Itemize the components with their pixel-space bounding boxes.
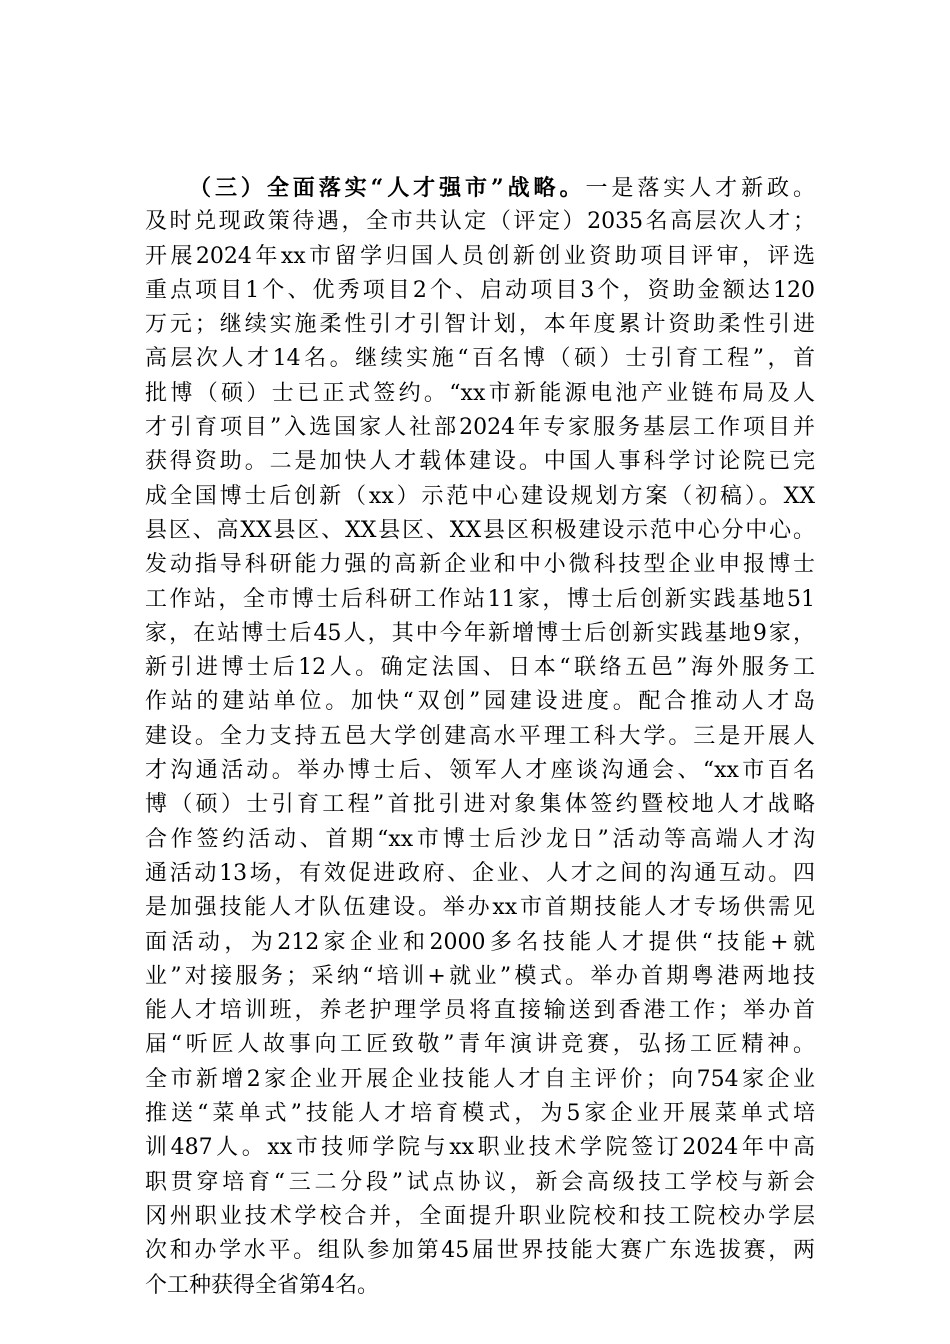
text-line: 发动指导科研能力强的高新企业和中小微科技型企业申报博士: [145, 552, 815, 578]
text-line: 获得资助。二是加快人才载体建设。中国人事科学讨论院已完: [145, 449, 815, 475]
text-line: 成全国博士后创新（xx）示范中心建设规划方案（初稿）。XX: [145, 483, 815, 509]
text-line: 能人才培训班，养老护理学员将直接输送到香港工作；举办首: [145, 998, 815, 1024]
text-line: 面活动，为212家企业和2000多名技能人才提供“技能+就: [145, 929, 815, 955]
paragraph-first-line: [145, 171, 815, 205]
text-line: 合作签约活动、首期“xx市博士后沙龙日”活动等高端人才沟: [145, 826, 815, 852]
body-paragraph: [145, 171, 815, 1303]
text-line-last: 个工种获得全省第4名。: [145, 1272, 379, 1298]
text-line: 及时兑现政策待遇，全市共认定（评定）2035名高层次人才；: [145, 209, 815, 235]
first-line-text: 一是落实人才新政。: [585, 176, 815, 201]
text-line: 万元；继续实施柔性引才引智计划，本年度累计资助柔性引进: [145, 312, 815, 338]
text-line: 开展2024年xx市留学归国人员创新创业资助项目评审，评选: [145, 243, 815, 269]
text-line: 批博（硕）士已正式签约。“xx市新能源电池产业链布局及人: [145, 380, 815, 406]
text-line: 建设。全力支持五邑大学创建高水平理工科大学。三是开展人: [145, 723, 815, 749]
text-line: 职贯穿培育“三二分段”试点协议，新会高级技工学校与新会: [145, 1169, 815, 1195]
text-line: 次和办学水平。组队参加第45届世界技能大赛广东选拔赛，两: [145, 1238, 815, 1264]
text-line: 作站的建站单位。加快“双创”园建设进度。配合推动人才岛: [145, 689, 815, 715]
text-line: 新引进博士后12人。确定法国、日本“联络五邑”海外服务工: [145, 655, 815, 681]
text-line: 县区、高XX县区、XX县区、XX县区积极建设示范中心分中心。: [145, 517, 815, 543]
text-line: 届“听匠人故事向工匠致敬”青年演讲竞赛，弘扬工匠精神。: [145, 1032, 815, 1058]
text-line: 高层次人才14名。继续实施“百名博（硕）士引育工程”，首: [145, 346, 815, 372]
text-line: 通活动13场，有效促进政府、企业、人才之间的沟通互动。四: [145, 860, 815, 886]
text-line: 才沟通活动。举办博士后、领军人才座谈沟通会、“xx市百名: [145, 758, 815, 784]
text-line: 才引育项目”入选国家人社部2024年专家服务基层工作项目并: [145, 415, 815, 441]
text-line: 训487人。xx市技师学院与xx职业技术学院签订2024年中高: [145, 1135, 815, 1161]
text-line: 冈州职业技术学校合并，全面提升职业院校和技工院校办学层: [145, 1203, 815, 1229]
text-line: 是加强技能人才队伍建设。举办xx市首期技能人才专场供需见: [145, 895, 815, 921]
text-line: 推送“菜单式”技能人才培育模式，为5家企业开展菜单式培: [145, 1101, 815, 1127]
text-line: 博（硕）士引育工程”首批引进对象集体签约暨校地人才战略: [145, 792, 815, 818]
text-line: 家，在站博士后45人，其中今年新增博士后创新实践基地9家，: [145, 620, 815, 646]
text-line: 重点项目1个、优秀项目2个、启动项目3个，资助金额达120: [145, 277, 815, 303]
text-line: 全市新增2家企业开展企业技能人才自主评价；向754家企业: [145, 1066, 815, 1092]
section-heading: （三）全面落实“人才强市”战略。: [189, 175, 586, 201]
text-line: 工作站，全市博士后科研工作站11家，博士后创新实践基地51: [145, 586, 815, 612]
text-line: 业”对接服务；采纳“培训+就业”模式。举办首期粤港两地技: [145, 963, 815, 989]
